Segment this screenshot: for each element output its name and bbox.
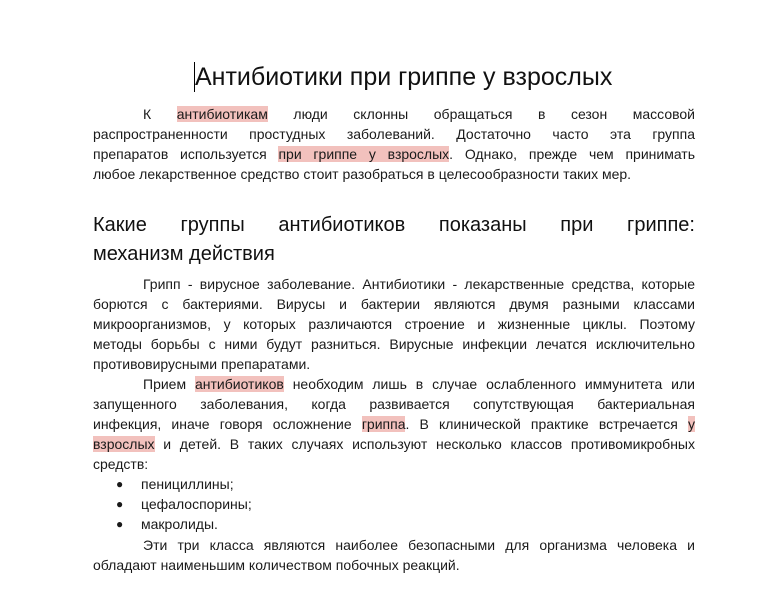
flu-line-1: Грипп - вирусное заболевание. Антибиотики - лекарственные средства, которые: [143, 276, 695, 292]
bullet-icon: ●: [116, 477, 124, 491]
bullet-icon: ●: [116, 517, 124, 531]
list-item: ● пенициллины;: [116, 476, 234, 492]
antibiotics-line-2: запущенного заболевания, когда развивается сопутствующая бактериальная: [93, 396, 695, 412]
antibiotics-line-3: инфекция, иначе говоря осложнение гриппа. В клинической практике встречается у: [93, 416, 695, 432]
list-item: ● цефалоспорины;: [116, 496, 252, 512]
safety-line-2: обладают наименьшим количеством побочных реакций.: [93, 557, 460, 573]
section-heading-line-1: Какие группы антибиотиков показаны при гриппе:: [93, 214, 695, 236]
antibiotics-line-5: средств:: [93, 456, 149, 472]
bullet-icon: ●: [116, 497, 124, 511]
highlight-antibiotics: антибиотикам: [176, 106, 268, 122]
highlight-flu-adults: при гриппе у взрослых: [278, 146, 450, 162]
intro-line-1: К антибиотикам люди склонны обращаться в сезон массовой: [143, 106, 695, 122]
section-heading: [93, 211, 695, 269]
highlight-u: у: [688, 416, 695, 432]
antibiotic-classes-list: [93, 474, 252, 534]
safety-paragraph: [93, 535, 695, 575]
section-heading-line-2: механизм действия: [93, 243, 275, 265]
highlight-vzroslykh: взрослых: [93, 436, 155, 452]
flu-line-3: микроорганизмов, у которых различаются строение и жизненные циклы. Поэтому: [93, 316, 695, 332]
antibiotics-line-4: взрослых и детей. В таких случаях используют несколько классов противомикробных: [93, 436, 695, 452]
antibiotics-paragraph: [93, 374, 695, 474]
highlight-antibiotikov: антибиотиков: [194, 376, 284, 392]
flu-line-4: методы борьбы с ними будут разниться. Вирусные инфекции лечатся исключительно: [93, 336, 695, 352]
page-title: Антибиотики при гриппе у взрослых: [195, 63, 613, 91]
intro-paragraph: [93, 104, 695, 184]
highlight-grippa: гриппа: [361, 416, 406, 432]
antibiotics-line-1: Прием антибиотиков необходим лишь в случае ослабленного иммунитета или: [143, 376, 695, 392]
list-item: ● макролиды.: [116, 516, 218, 532]
safety-line-1: Эти три класса являются наиболее безопасными для организма человека и: [143, 537, 695, 553]
intro-line-3: препаратов используется при гриппе у взрослых. Однако, прежде чем принимать: [93, 146, 696, 162]
flu-line-2: борются с бактериями. Вирусы и бактерии являются двумя разными классами: [93, 296, 695, 312]
intro-line-2: распространенности простудных заболеваний. Достаточно часто эта группа: [93, 126, 695, 142]
intro-line-4: любое лекарственное средство стоит разобраться в целесообразности таких мер.: [93, 166, 632, 182]
flu-paragraph: [93, 274, 695, 374]
flu-line-5: противовирусными препаратами.: [93, 356, 311, 372]
